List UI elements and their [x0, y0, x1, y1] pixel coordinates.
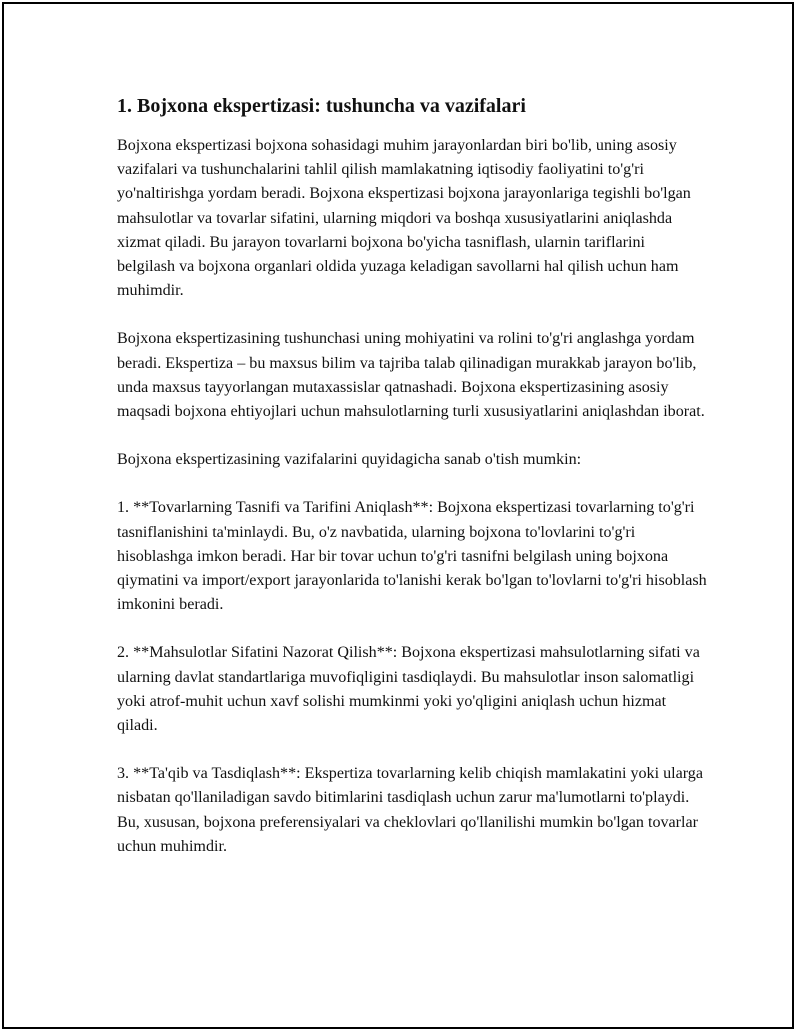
paragraph-task-3: 3. **Ta'qib va Tasdiqlash**: Ekspertiza tovarlarning kelib chiqish mamlakatini yoki ularga nisbatan qo'llaniladigan savdo bitimlarini tasdiqlash uchun zarur ma'lumotlarni to'playdi. Bu, xususan, bojxona preferensiyalari va cheklovlari qo'llanilishi mumkin bo'lgan tovarlar uchun muhimdir. — [117, 765, 703, 855]
paragraph-concept: Bojxona ekspertizasining tushunchasi uning mohiyatini va rolini to'g'ri anglashga yordam beradi. Ekspertiza – bu maxsus bilim va tajriba talab qilinadigan murakkab jarayon bo'lib, unda maxsus tayyorlangan mutaxassislar qatnashadi. Bojxona ekspertizasining asosiy maqsadi bojxona ehtiyojlari uchun mahsulotlarning turli xususiyatlarini aniqlashdan iborat. — [117, 330, 705, 421]
document-body — [117, 92, 707, 883]
section-heading: 1. Bojxona ekspertizasi: tushuncha va vazifalari — [117, 95, 526, 117]
paragraph-task-2: 2. **Mahsulotlar Sifatini Nazorat Qilish**: Bojxona ekspertizasi mahsulotlarning sifati va ularning davlat standartlariga muvofiqligini tasdiqlaydi. Bu mahsulotlar inson salomatligi yoki atrof-muhit uchun xavf solishi mumkinmi yoki yo'qligini aniqlash uchun hizmat qiladi. — [117, 644, 700, 735]
paragraph-task-1: 1. **Tovarlarning Tasnifi va Tarifini Aniqlash**: Bojxona ekspertizasi tovarlarning to'g'ri tasniflanishini ta'minlaydi. Bu, o'z navbatida, ularning bojxona to'lovlarini to'g'ri hisoblashga imkon beradi. Har bir tovar uchun to'g'ri tasnifni belgilash uning bojxona qiymatini va import/export jarayonlarida to'lanishi kerak bo'lgan to'lovlarni to'g'ri hisoblash imkonini beradi. — [117, 499, 707, 614]
paragraph-tasks-lead: Bojxona ekspertizasining vazifalarini quyidagicha sanab o'tish mumkin: — [117, 451, 582, 469]
paragraph-intro: Bojxona ekspertizasi bojxona sohasidagi muhim jarayonlardan biri bo'lib, uning asosiy vazifalari va tushunchalarini tahlil qilish mamlakatning iqtisodiy faoliyatini to'g'ri yo'naltirishga yordam beradi. Bojxona ekspertizasi bojxona jarayonlariga tegishli bo'lgan mahsulotlar va tovarlar sifatini, ularning miqdori va boshqa xususiyatlarini aniqlashda xizmat qiladi. Bu jarayon tovarlarni bojxona bo'yicha tasniflash, ularnin tariflarini belgilash va bojxona organlari oldida yuzaga keladigan savollarni hal qilish uchun ham muhimdir. — [117, 137, 691, 300]
